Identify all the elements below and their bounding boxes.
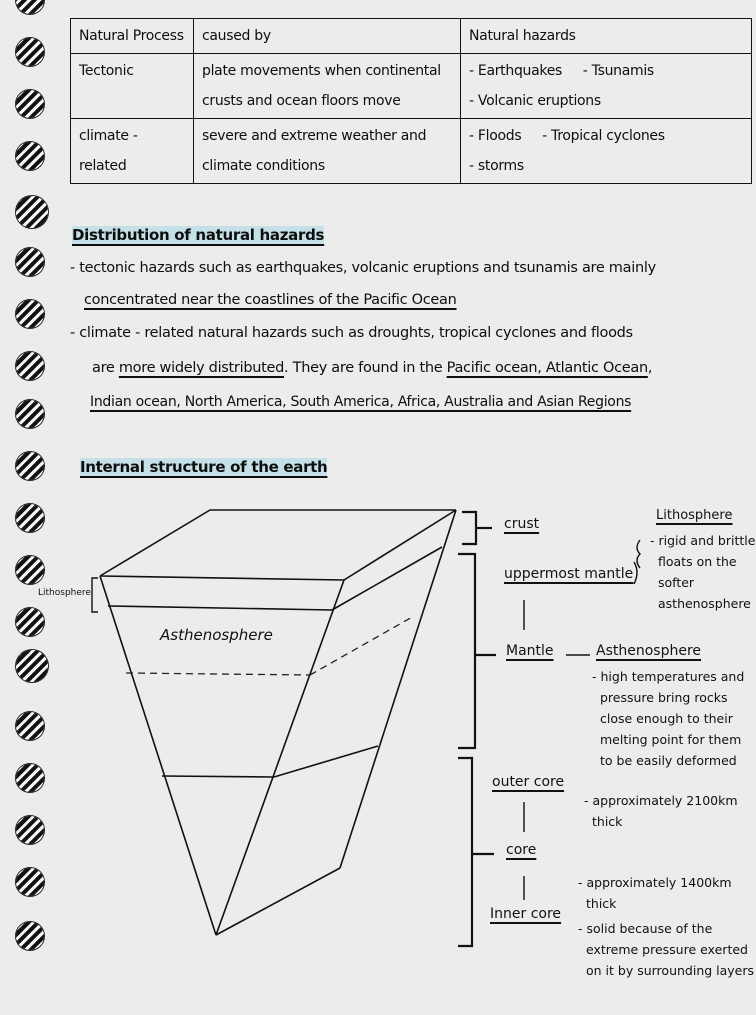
label-core: core <box>506 842 537 858</box>
note-lithosphere-title: Lithosphere <box>656 508 733 523</box>
note-line: softer <box>658 575 695 590</box>
process-line: related <box>79 158 127 174</box>
note-asthenosphere <box>592 666 744 771</box>
note-line: close enough to their <box>600 711 733 726</box>
note-line: - high temperatures and <box>592 669 745 684</box>
note-line: floats on the <box>658 554 737 569</box>
note-line: thick <box>592 814 623 829</box>
label-uppermost-mantle: uppermost mantle <box>504 566 634 582</box>
diagram-asthenosphere-label: Asthenosphere <box>160 626 273 644</box>
diagram-lithosphere-label: Lithosphere <box>38 588 91 598</box>
note-line: asthenosphere <box>658 596 751 611</box>
text-span: , <box>647 360 653 376</box>
note-line: - approximately 2100km <box>584 793 738 808</box>
hazard-line: - Floods - Tropical cyclones <box>469 128 665 144</box>
distribution-bullet-1-line-2: concentrated near the coastlines of the Pacific Ocean <box>84 292 457 308</box>
table-header-cell: caused by <box>194 19 461 54</box>
hazard-line: - storms <box>469 158 524 174</box>
heading-text: Distribution of natural hazards <box>72 226 325 244</box>
heading-text: Internal structure of the earth <box>80 458 328 476</box>
note-line: - approximately 1400km <box>578 875 732 890</box>
hazard-line: - Earthquakes - Tsunamis <box>469 63 654 79</box>
note-outer-core <box>584 790 738 832</box>
underlined-text: Pacific ocean, Atlantic Ocean <box>446 360 648 376</box>
cause-line: climate conditions <box>202 158 325 174</box>
note-lithosphere <box>650 530 755 614</box>
distribution-bullet-2-line-1: - climate - related natural hazards such as droughts, tropical cyclones and floods <box>70 325 633 341</box>
text-span: . They are found in the <box>284 360 447 376</box>
note-line: melting point for them <box>600 732 742 747</box>
label-asthenosphere: Asthenosphere <box>596 643 702 659</box>
note-line: - rigid and brittle <box>650 533 756 548</box>
distribution-bullet-2-line-3: Indian ocean, North America, South America, Africa, Australia and Asian Regions <box>90 394 632 410</box>
cause-line: crusts and ocean floors move <box>202 93 401 109</box>
label-inner-core: Inner core <box>490 906 562 922</box>
label-crust: crust <box>504 516 540 532</box>
note-line: - solid because of the <box>578 921 713 936</box>
note-line: pressure bring rocks <box>600 690 728 705</box>
label-mantle: Mantle <box>506 643 554 659</box>
process-line: climate - <box>79 128 138 144</box>
label-outer-core: outer core <box>492 774 565 790</box>
hazard-line: - Volcanic eruptions <box>469 93 601 109</box>
underlined-text: more widely distributed <box>118 360 285 376</box>
text-span: are <box>92 360 119 376</box>
table-header-cell: Natural hazards <box>461 19 752 54</box>
distribution-bullet-1-line-1: - tectonic hazards such as earthquakes, volcanic eruptions and tsunamis are mainly <box>70 260 656 276</box>
table-cell-process: Tectonic <box>71 54 194 119</box>
cause-line: plate movements when continental <box>202 63 441 79</box>
note-line: to be easily deformed <box>600 753 737 768</box>
note-line: on it by surrounding layers <box>586 963 755 978</box>
note-inner-core-solid <box>578 918 754 981</box>
note-inner-core-thickness <box>578 872 732 914</box>
cause-line: severe and extreme weather and <box>202 128 427 144</box>
note-line: thick <box>586 896 617 911</box>
note-line: extreme pressure exerted <box>586 942 748 957</box>
table-header-cell: Natural Process <box>71 19 194 54</box>
